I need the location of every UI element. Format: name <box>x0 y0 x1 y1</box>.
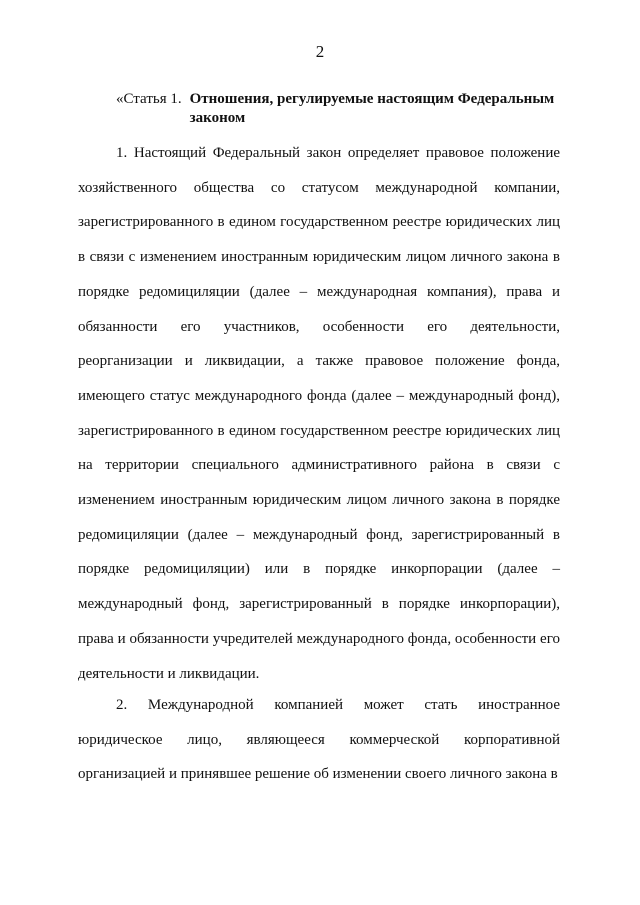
article-number: «Статья 1. <box>116 91 182 107</box>
paragraph-1: 1. Настоящий Федеральный закон определяет правовое положение хозяйственного общества со статусом международной компании, зарегистрированного в едином государственном реестре юридических лиц в связи с изменением иностранным юридическим лицом личного закона в порядке редомициляции (далее – международная компания), права и обязанности его участников, особенности его деятельности, реорганизации и ликвидации, а также правовое положение фонда, имеющего статус международного фонда (далее – международный фонд), зарегистрированного в едином государственном реестре юридических лиц на территории специального административного района в связи с изменением иностранным юридическим лицом личного закона в порядке редомициляции (далее – международный фонд, зарегистрированный в порядке редомициляции) или в порядке инкорпорации (далее – международный фонд, зарегистрированный в порядке инкорпорации), права и обязанности учредителей международного фонда, особенности его деятельности и ликвидации. <box>78 145 560 682</box>
page-number: 2 <box>315 42 325 61</box>
article-title: Отношения, регулируемые настоящим Федеральным законом <box>189 91 555 126</box>
paragraph-2: 2. Международной компанией может стать иностранное юридическое лицо, являющееся коммерческой корпоративной организацией и принявшее решение об изменении своего личного закона в <box>78 697 560 783</box>
article-heading <box>116 90 566 128</box>
